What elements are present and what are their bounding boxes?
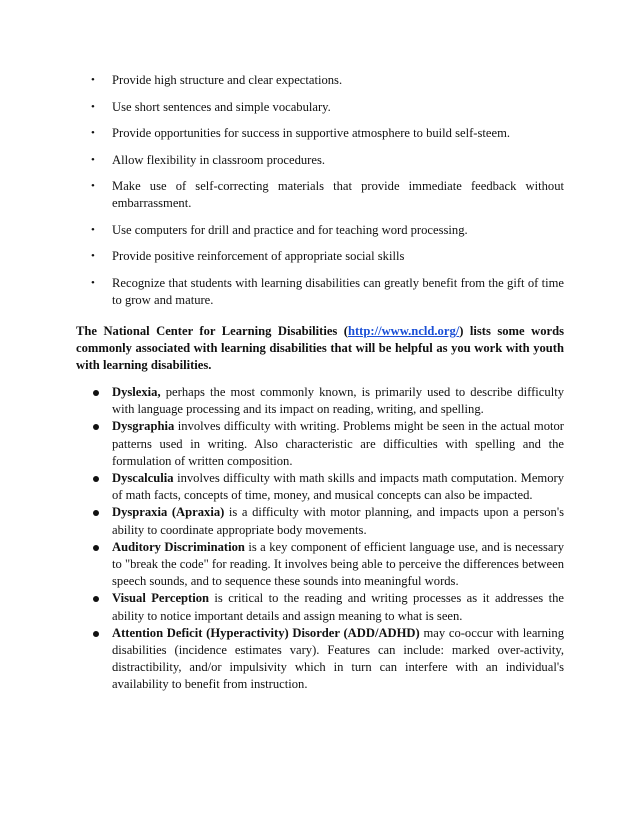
term-item-visual-perception xyxy=(76,590,564,624)
term-description: is critical to the reading and writing processes as it addresses the ability to notice important details and assign meaning to what is seen. xyxy=(112,591,564,623)
bullet-dot-icon xyxy=(93,596,99,602)
term-description: may co-occur with learning disabilities (incidence estimates vary). Features can include: marked over-activity, distractibility, and/or impulsivity which in turn can interfere with an individual's availability to benefit from instruction. xyxy=(112,625,564,692)
bullet-icon: • xyxy=(91,180,95,192)
tip-text: Make use of self-correcting materials that provide immediate feedback without embarrassment. xyxy=(112,179,564,210)
tip-text: Allow flexibility in classroom procedures. xyxy=(112,152,325,167)
term-name: Dysgraphia xyxy=(112,419,175,434)
term-name: Auditory Discrimination xyxy=(112,539,245,554)
tip-text: Use computers for drill and practice and for teaching word processing. xyxy=(112,222,468,237)
tip-text: Use short sentences and simple vocabulary. xyxy=(112,99,331,114)
term-description: involves difficulty with math skills and impacts math computation. Memory of math facts, concepts of time, money, and musical concepts can also be impacted. xyxy=(112,471,564,503)
term-name: Dyslexia, xyxy=(112,385,161,399)
term-name: Visual Perception xyxy=(112,591,210,606)
term-item-add-adhd xyxy=(76,625,564,694)
intro-paragraph xyxy=(76,323,564,375)
term-description: involves difficulty with writing. Problems might be seen in the actual motor patterns used in writing. Also characteristic are difficulties with spelling and the formulation of written composition. xyxy=(112,419,564,468)
term-item-dyscalculia xyxy=(76,470,564,504)
bullet-icon: • xyxy=(91,250,95,262)
term-description: is a key component of efficient language use, and is necessary to "break the code" for reading. It involves being able to perceive the differences between speech sounds, and to sequence these sounds into meaningful words. xyxy=(112,539,565,589)
bullet-icon: • xyxy=(91,276,95,289)
tip-item xyxy=(76,99,564,116)
bullet-dot-icon xyxy=(93,390,99,396)
bullet-icon: • xyxy=(91,223,95,236)
intro-text-before: The National Center for Learning Disabilities ( xyxy=(76,324,348,338)
term-item-auditory-discrimination xyxy=(76,539,564,591)
tip-item xyxy=(76,178,564,212)
bullet-dot-icon xyxy=(93,545,99,551)
bullet-icon: • xyxy=(91,74,95,86)
bullet-dot-icon xyxy=(93,631,99,637)
bullet-icon: • xyxy=(91,100,95,113)
term-description: perhaps the most commonly known, is primarily used to describe difficulty with language processing and its impact on reading, writing, and spelling. xyxy=(112,385,564,417)
tip-text: Provide positive reinforcement of appropriate social skills xyxy=(112,249,405,263)
intro-text-after: ) lists some words commonly associated with learning disabilities that will be helpful as you work with youth with learning disabilities. xyxy=(76,324,564,373)
term-name: Dyspraxia (Apraxia) xyxy=(112,505,225,520)
tip-item xyxy=(76,72,564,89)
tip-item xyxy=(76,152,564,169)
bullet-dot-icon xyxy=(93,510,99,516)
tip-text: Recognize that students with learning disabilities can greatly benefit from the gift of time to grow and mature. xyxy=(112,275,564,307)
bullet-dot-icon xyxy=(93,424,99,430)
terms-list xyxy=(76,384,564,694)
tip-text: Provide opportunities for success in supportive atmosphere to build self-steem. xyxy=(112,126,511,140)
term-name: Dyscalculia xyxy=(112,471,174,486)
bullet-icon: • xyxy=(91,127,95,139)
tip-item xyxy=(76,222,564,239)
tips-list xyxy=(76,72,564,318)
term-item-dyspraxia xyxy=(76,504,564,538)
term-item-dysgraphia xyxy=(76,418,564,470)
tip-item xyxy=(76,275,564,309)
bullet-dot-icon xyxy=(93,476,99,482)
bullet-icon: • xyxy=(91,153,95,166)
term-description: is a difficulty with motor planning, and impacts upon a person's ability to coordinate appropriate body movements. xyxy=(112,505,565,537)
term-name: Attention Deficit (Hyperactivity) Disorder (ADD/ADHD) xyxy=(112,625,420,640)
tip-item xyxy=(76,248,564,265)
ncld-link[interactable]: http://www.ncld.org/ xyxy=(347,324,460,338)
tip-item xyxy=(76,125,564,142)
tip-text: Provide high structure and clear expectations. xyxy=(112,73,343,87)
term-item-dyslexia xyxy=(76,384,564,418)
